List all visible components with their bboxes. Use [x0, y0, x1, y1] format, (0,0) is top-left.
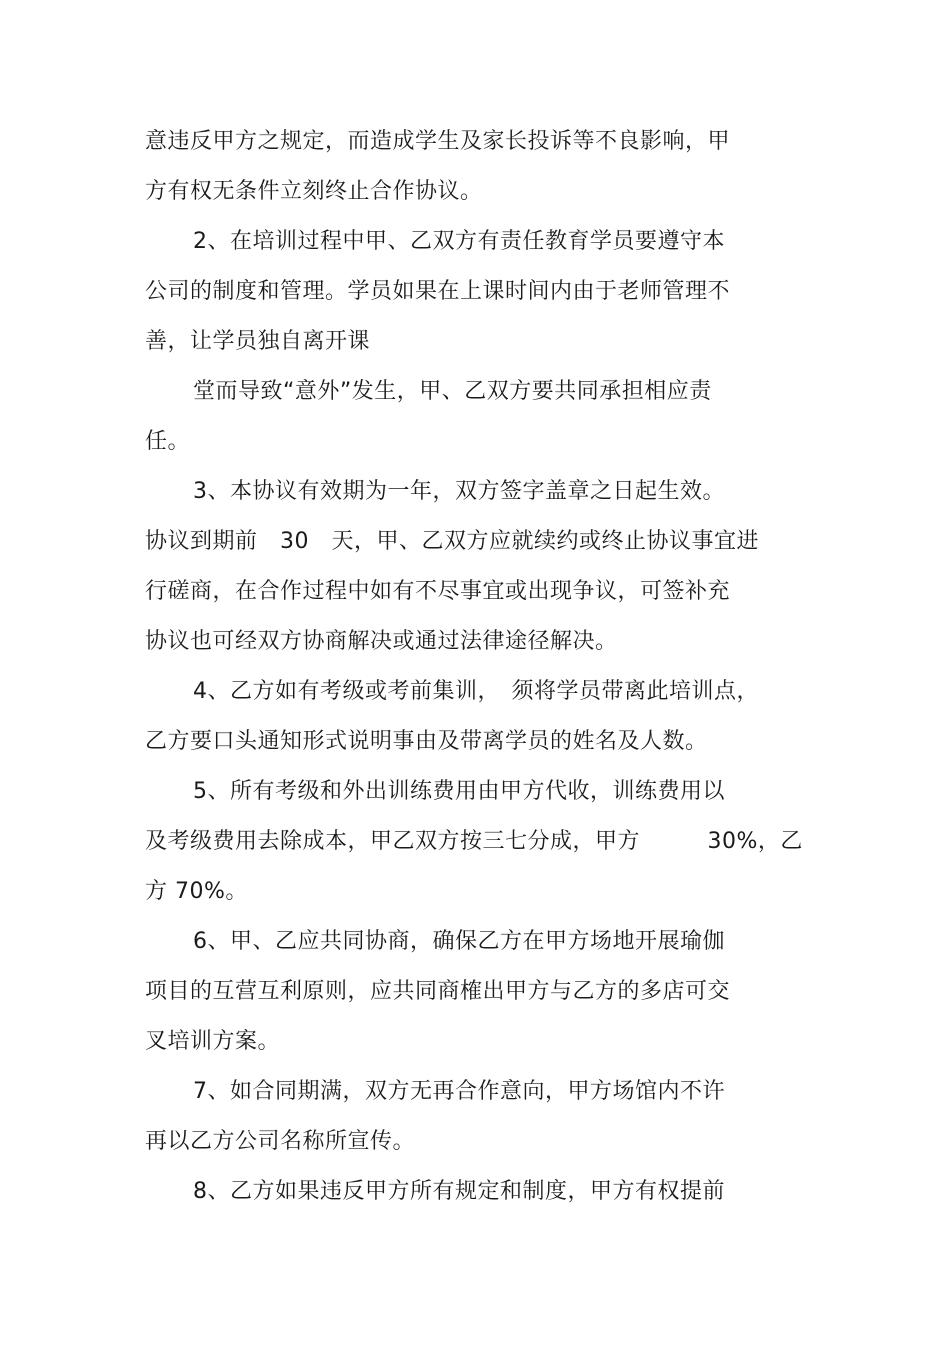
text-line: 意违反甲方之规定，而造成学生及家长投诉等不良影响，甲 [145, 129, 731, 154]
text-line: 乙方要口头通知形式说明事由及带离学员的姓名及人数。 [145, 729, 708, 754]
clause-8-line: 8、乙方如果违反甲方所有规定和制度，甲方有权提前 [193, 1179, 725, 1204]
text-line: 行磋商，在合作过程中如有不尽事宜或出现争议，可签补充 [145, 579, 731, 604]
text-line: 堂而导致“意外”发生，甲、乙双方要共同承担相应责 [193, 379, 712, 404]
clause-5-line: 5、所有考级和外出训练费用由甲方代收，训练费用以 [193, 779, 725, 804]
text-line: 方 70%。 [145, 879, 248, 904]
clause-4-line: 4、乙方如有考级或考前集训， 须将学员带离此培训点， [193, 679, 759, 704]
text-line: 项目的互营互利原则，应共同商榷出甲方与乙方的多店可交 [145, 979, 731, 1004]
clause-3-line: 3、本协议有效期为一年，双方签字盖章之日起生效。 [193, 479, 725, 504]
clause-2-line: 2、在培训过程中甲、乙双方有责任教育学员要遵守本 [193, 229, 725, 254]
text-line: 方有权无条件立刻终止合作协议。 [145, 179, 483, 204]
text-line: 公司的制度和管理。学员如果在上课时间内由于老师管理不 [145, 279, 731, 304]
text-line: 再以乙方公司名称所宣传。 [145, 1129, 416, 1154]
text-line: 协议也可经双方协商解决或通过法律途径解决。 [145, 629, 618, 654]
text-line: 任。 [145, 429, 191, 454]
text-line: 叉培训方案。 [145, 1029, 281, 1054]
clause-6-line: 6、甲、乙应共同协商，确保乙方在甲方场地开展瑜伽 [193, 929, 725, 954]
text-line: 及考级费用去除成本，甲乙双方按三七分成，甲方 30%，乙 [145, 829, 803, 854]
text-line: 善，让学员独自离开课 [145, 329, 371, 354]
clause-7-line: 7、如合同期满，双方无再合作意向，甲方场馆内不许 [193, 1079, 725, 1104]
text-line: 协议到期前 30 天，甲、乙双方应就续约或终止协议事宜进 [145, 529, 759, 554]
